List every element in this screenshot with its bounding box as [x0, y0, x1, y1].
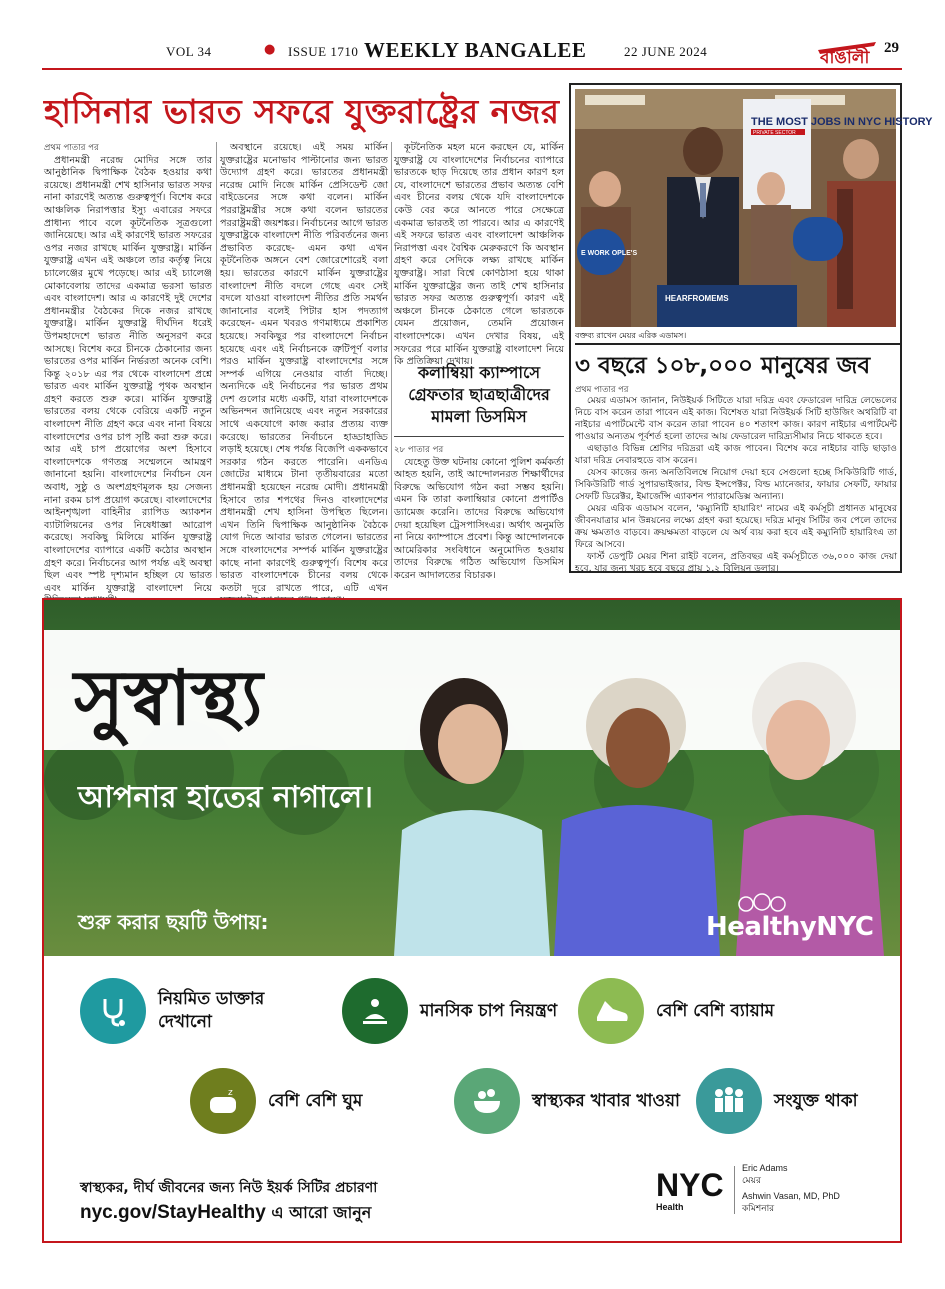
columbia-article — [394, 444, 564, 581]
article-text: যেহেতু উক্ত ঘটনায় কোনো পুলিশ কর্মকর্তা আহত হয়নি, তাই আন্দোলনরত শিক্ষার্থীদের বিরুদ্ধে অভিযোগ গঠন করা সম্ভব হয়নি। এমন কি তারা কলাম্বিয়ার কোনো প্রপার্টিও ড্যামেজ করেনি। তাদের বিরুদ্ধে অভিযোগ দেয়া হয়েছিল ট্রেসপাসিংএর। অর্থাৎ অনুমতি না নিয়ে ক্যাম্পাসে প্রবেশ। কিন্তু আন্দোলনকে আমেরিকার সংবিধানে অনুমোদিত হওয়ায় তাদের বিরুদ্ধে গঠিত অভিযোগ ডিসমিস করেন আদালতের বিচারক। — [394, 456, 564, 581]
healthy-nyc-logo: HealthyNYC — [706, 912, 874, 942]
svg-text:z: z — [228, 1088, 233, 1098]
tip-label: মানসিক চাপ নিয়ন্ত্রণ — [420, 1000, 558, 1021]
article-column-3 — [394, 142, 564, 368]
article-text: প্রধানমন্ত্রী নরেন্দ্র মোদির সঙ্গে তার আনুষ্ঠানিক দ্বিপাক্ষিক বৈঠক হওয়ার কথা রয়েছে। প্রধানমন্ত্রী শেখ হাসিনার ভারত সফর নানা কারণেই অত্যন্ত গুরুত্বপূর্ণ। বিশেষ করে আঞ্চলিক নিরাপত্তার ইস্যু এবারের সফরে প্রাধান্য পাবে বলে কূটনৈতিক সূত্রগুলো জানিয়েছে। আর এই কারণেই ভারত সফরের ওপর নজর রাখছে মার্কিন যুক্তরাষ্ট্র। মার্কিন যুক্তরাষ্ট্র এখন এই অঞ্চলে তার কর্তৃত্ব নিয়ে চ্যালেঞ্জের মুখে পড়েছে। আর এই চ্যালেঞ্জ মোকাবেলায় তাদের একমাত্র ভরসা ভারত এবং বাংলাদেশ। আর এ কারণেই দুই দেশের প্রধানমন্ত্রীর বৈঠকের দিকে নজর রাখছে যুক্তরাষ্ট্র। মার্কিন যুক্তরাষ্ট্র দীর্ঘদিন ধরেই উপমহাদেশে ভারত নীতি অনুসরণ করে আসছে। বিশেষ করে চীনকে ঠেকানোর জন্য ভারতের ওপর মার্কিন নির্ভরতা অনেক বেশি। কিন্তু ২০১৮ এর পর থেকে বাংলাদেশ প্রশ্নে ভারত এবং মার্কিন যুক্তরাষ্ট্র পৃথক অবস্থান গ্রহণ করতে শুরু করে। মার্কিন যুক্তরাষ্ট্র ভারতের বলয় থেকে বেরিয়ে একটি নতুন বাংলাদেশ নীতি গ্রহণ করে এবং নানা বিষয়ে বাংলাদেশের ওপর চাপ সৃষ্টি করা শুরু করে। আর এই চাপ প্রয়োগের অংশ হিসাবে বাংলাদেশকে গণতন্ত্র সম্মেলনে আমন্ত্রণ জানানো হয়নি। বাংলাদেশের নির্বাচন যেন অবাধ, সুষ্ঠু ও অংশগ্রহণমূলক হয় সেজন্য নানা রকম চাপ প্রয়োগ করেছে। বাংলাদেশের আইনশৃঙ্খলা বাহিনীর র‍্যাপিড অ্যাকশন ব্যাটালিয়নের ওপর নিষেধাজ্ঞা আরোপ করেছে। সবকিছু মিলিয়ে মার্কিন যুক্তরাষ্ট্র বাংলাদেশের ব্যাপারে একটি কঠোর অবস্থান গ্রহণ করে। নির্বাচনের আগ পর্যন্ত এই অবস্থা ছিল এবং স্পষ্ট দৃশ্যমান হচ্ছিল যে ভারত এবং মার্কিন যুক্তরাষ্ট্র বাংলাদেশ নিয়ে — [44, 154, 212, 594]
commissioner-title: কমিশনার — [742, 1203, 775, 1213]
tip-item — [190, 1068, 418, 1134]
header-rule — [42, 68, 902, 70]
stethoscope-icon — [80, 978, 146, 1044]
article-text: ফার্স্ট ডেপুটি মেয়র শিনা রাইট বলেন, প্রতিবছর এই কর্মসূচীতে ৩৬,০০০ কাজ দেয়া হবে, যার জন্য খরচ হবে বছরে প্রায় ১.২ বিলিয়ন ডলার। — [575, 551, 897, 574]
article-text: অবস্থানে রয়েছে। এই সময় মার্কিন যুক্তরাষ্ট্রের মনোভাব পাল্টানোর জন্য ভারত উদ্যোগ গ্রহণ করে। ভারতের প্রধানমন্ত্রী নরেন্দ্র মোদি নিজে মার্কিন প্রেসিডেন্ট জো বাইডেনের সঙ্গে কথা বলেন। মার্কিন পররাষ্ট্রমন্ত্রীর সঙ্গে কথা বলেন ভারতের পররাষ্ট্রমন্ত্রী জয়শঙ্কর। নির্বাচনের আগে ভারত যুক্তরাষ্ট্রকে বাংলাদেশ নীতি পরিবর্তনের জন্য প্রভাবিত করেছে- এমন কথা এখন কূটনৈতিক অঙ্গনে বেশ জোরেশোরেই বলা হয়। ভারতের কারণে মার্কিন যুক্তরাষ্ট্রের বাংলাদেশ নীতি বদলে গেছে এবং সেই বদলে যাওয়া বাংলাদেশ নীতির প্রতি সমর্থন জানানোর বলেই পিটার হাস পদত্যাগ করেছেন- এমন খবরও গণমাধ্যমে প্রকাশিত হয়েছে। সবকিছুর পর বাংলাদেশে নির্বাচন হয়েছে এবং এই নির্বাচনকে ত্রুটিপূর্ণ বলার পরও মার্কিন যুক্তরাষ্ট্র বাংলাদেশের সঙ্গে সম্পর্ক এগিয়ে নেওয়ার বার্তা দিচ্ছে। অন্যদিকে এই নির্বাচনের পর ভারত প্রথম দেশ গুলোর মধ্যে একটি, যারা বাংলাদেশকে অভিনন্দন জানিয়েছে এবং নতুন সরকারের সাথে একযোগে কাজ করার প্রত্যয় ব্যক্ত করেছে। ভারতের নির্বাচনে হাড্ডাহাড্ডি লড়াই হয়েছে। শেষ পর্যন্ত বিজেপি এককভাবে সরকার গঠন করতে পারেনি। এনডিএ জোটের মাধ্যমে টানা তৃতীয়বারের মতো প্রধানমন্ত্রী হয়েছেন নরেন্দ্র মোদী। প্রধানমন্ত্রী হিসাবে তার শপথের দিনও বাংলাদেশের প্রধানমন্ত্রী শেখ হাসিনা উপস্থিত ছিলেন। এখন তিনি দ্বিপাক্ষিক আনুষ্ঠানিক বৈঠকে যোগ দিতে আবার ভারত গেলেন। ভারতের সঙ্গে বাংলাদেশের সম্পর্ক মার্কিন যুক্তরাষ্ট্রের কাছে নানা কারণেই গুরুত্বপূর্ণ। বিশেষ করে ভারত বাংলাদেশকে চীনের বলয় থেকে কতটা দূরে রাখতে পারে, এটি এখন — [220, 142, 388, 594]
women-photo-illustration — [374, 640, 894, 956]
ad-subtitle: আপনার হাতের নাগালে। — [78, 780, 373, 815]
nyc-health-label: Health — [656, 1202, 684, 1212]
logo-divider — [734, 1166, 735, 1214]
people-connected-icon — [696, 1068, 762, 1134]
article-text: কূটনৈতিক মহল মনে করছেন যে, মার্কিন যুক্তরাষ্ট্র যে বাংলাদেশের নির্বাচনের ব্যাপারে ভারতকে ছাড় দিয়েছে তার প্রধান কারণ হল যে, বাংলাদেশে ভারতের প্রভাব অত্যন্ত বেশি এবং চীনের বলয় থেকে যদি বাংলাদেশকে কেউ বের করে আনতে পারে সেক্ষেত্রে একমাত্র ভারতই তা পারবে। আর এ কারণেই এই সফরে ভারত এবং বাংলাদেশ আঞ্চলিক নিরাপত্তা এবং বৈশ্বিক মেরুকরণে কি অবস্থান গ্রহণ করে সেদিকে লক্ষ্য রাখছে মার্কিন যুক্তরাষ্ট্র। সারা বিশ্বে কোণঠাসা হয়ে থাকা মার্কিন যুক্তরাষ্ট্রের জন্য তাই শেখ হাসিনার ভারত সফর অত্যন্ত গুরুত্বপূর্ণ। কারণ এই অঞ্চলে চীনকে ঠেকাতে গেলে ভারতকে যেমন প্রয়োজন, তেমনি প্রয়োজন বাংলাদেশকে। এখন দেখার বিষয়, এই সফরের পরে মার্কিন যুক্তরাষ্ট্র বাংলাদেশ নিয়ে কি প্রতিক্রিয়া দেখায়। — [394, 142, 564, 368]
jobs-article — [575, 383, 897, 574]
jump-line: ২৮ পাতার পর — [394, 445, 444, 455]
main-headline: হাসিনার ভারত সফরে যুক্তরাষ্ট্রের নজর — [44, 92, 560, 131]
ad-hero — [44, 600, 900, 956]
article-column-2 — [220, 142, 388, 594]
article-text: এছাড়াও বিভিন্ন শ্রেণির দরিদ্ররা এই কাজ পাবেন। বিশেষ করে নাইচার বাড়ি ছাড়াও যারা দরিদ্র নেবারহুডে বাস করেন। — [575, 443, 897, 466]
url-suffix: এ আরো জানুন — [265, 1203, 372, 1222]
logo-text: বাঙালী — [820, 48, 870, 68]
jump-line: প্রথম পাতার পর — [575, 384, 629, 394]
tip-item — [578, 978, 806, 1044]
page-number: 29 — [884, 40, 899, 56]
article-text: মেয়র এরিক এডামস বলেন, 'কম্যুনিটি হায়ারিং' নামের এই কর্মসূচী প্রধানত মানুষের জীবনযাত্রার মান উন্নয়নের লক্ষ্যে গ্রহণ করা হয়েছে। দরিদ্র মানুষ সিটির জব পেলে তাদের ক্রয় ক্ষমতাও বাড়বে। ক্রয়ক্ষমতা বাড়লে যে অর্থ ব্যয় করা হবে এই কম্যুনিটি হায়ারিংএ তা ফিরে আসবে। — [575, 503, 897, 550]
article-column-1 — [44, 142, 212, 594]
campaign-url[interactable] — [80, 1200, 371, 1227]
tip-label: বেশি বেশি ব্যায়াম — [656, 1000, 775, 1021]
sleep-pillow-icon — [190, 1068, 256, 1134]
issue-label: ISSUE 1710 — [288, 44, 359, 59]
news-photo — [575, 89, 933, 327]
healthy-nyc-advertisement — [42, 598, 902, 1243]
tip-label: বেশি বেশি ঘুম — [268, 1090, 363, 1111]
bullet-icon: ● — [264, 42, 276, 57]
tip-label: নিয়মিত ডাক্তার দেখানো — [158, 989, 265, 1032]
poster-text: THE MOST JOBS IN NYC HISTORY — [751, 116, 933, 128]
tip-item — [696, 1068, 924, 1134]
masthead: WEEKLY BANGALEE — [364, 38, 587, 62]
nyc-logo-text: NYC — [656, 1167, 724, 1203]
poster-small-text: PRIVATE SECTOR — [753, 130, 796, 136]
tip-label: সংযুক্ত থাকা — [774, 1090, 858, 1111]
jobs-story-box — [569, 83, 933, 574]
ad-six-ways: শুরু করার ছয়টি উপায়: — [78, 910, 269, 934]
page-header — [42, 36, 902, 70]
column-divider — [216, 142, 217, 578]
officials-block — [742, 1162, 840, 1214]
ad-title: সুস্বাস্থ্য — [74, 653, 262, 742]
press-conference-illustration — [575, 89, 933, 327]
podium-text: HEARFROMEMS — [665, 294, 729, 303]
running-shoe-icon — [578, 978, 644, 1044]
bangalee-logo — [814, 36, 880, 66]
health-tips — [44, 964, 900, 1144]
issue-date: 22 JUNE 2024 — [624, 44, 708, 59]
mayor-name: Eric Adams — [742, 1163, 788, 1173]
commissioner-name: Ashwin Vasan, MD, PhD — [742, 1191, 840, 1201]
tip-label: স্বাস্থ্যকর খাবার খাওয়া — [532, 1090, 680, 1111]
tip-item — [454, 1068, 682, 1134]
tip-item — [80, 978, 308, 1044]
column-divider — [391, 142, 392, 578]
sign-text: E WORK OPLE'S — [581, 250, 638, 257]
tip-item — [342, 978, 570, 1044]
url-link[interactable]: nyc.gov/StayHealthy — [80, 1202, 266, 1223]
sub-headline-rule — [394, 436, 564, 437]
mayor-title: মেয়র — [742, 1175, 761, 1185]
columbia-headline: কলাম্বিয়া ক্যাম্পাসে গ্রেফতার ছাত্রছাত্রীদের মামলা ডিসমিস — [408, 363, 550, 426]
jobs-headline: ৩ বছরে ১০৮,০০০ মানুষের জব — [575, 343, 900, 381]
nyc-logo — [656, 1166, 724, 1203]
healthy-food-icon — [454, 1068, 520, 1134]
volume-label: VOL 34 — [166, 44, 212, 59]
article-text: যেসব কাজের জন্য অনতিবিলম্বে নিয়োগ দেয়া হবে সেগুলো হচ্ছে সিকিউরিটি গার্ড, সিকিউরিটি গার্ড সুপারভাইজার, বিল্ড ইন্সপেক্টর, বিল্ড ম্যানেজার, ফায়ার সেফটি, ফায়ার সেফটি ডিরেক্টর, ইমার্জেন্সি এ্যাকশন প্যারামেডিক্স অন্যান্য। — [575, 467, 897, 502]
article-text: মেয়র এডামস জানান, নিউইয়র্ক সিটিতে যারা দরিদ্র এবং ফেডারেল দারিদ্র লেভেলের নিচে বাস করেন তারা পাবেন এই কাজ। বিশেষত যারা নিউইয়র্ক সিটি হাউজিং অথরিটি বা নাইচার এপার্টমেন্টে বাস করেন তারা পাবেন ৪০ শতাংশ কাজ। কারণ নাইচার এপার্টমেন্ট পাওয়ার অন্যতম পূর্বশর্ত হলো তাদের আয় ফেডারেল দারিদ্র্যসীমার নিচে থাকতে হবে। — [575, 395, 897, 442]
healthy-nyc-tree-icon — [732, 894, 792, 914]
photo-caption: বক্তব্য রাখেন মেয়র এরিক এডামস। — [575, 331, 687, 340]
meditation-icon — [342, 978, 408, 1044]
jump-line: প্রথম পাতার পর — [44, 143, 99, 153]
campaign-tagline: স্বাস্থ্যকর, দীর্ঘ জীবনের জন্য নিউ ইয়র্ক সিটির প্রচারণা — [80, 1180, 378, 1196]
